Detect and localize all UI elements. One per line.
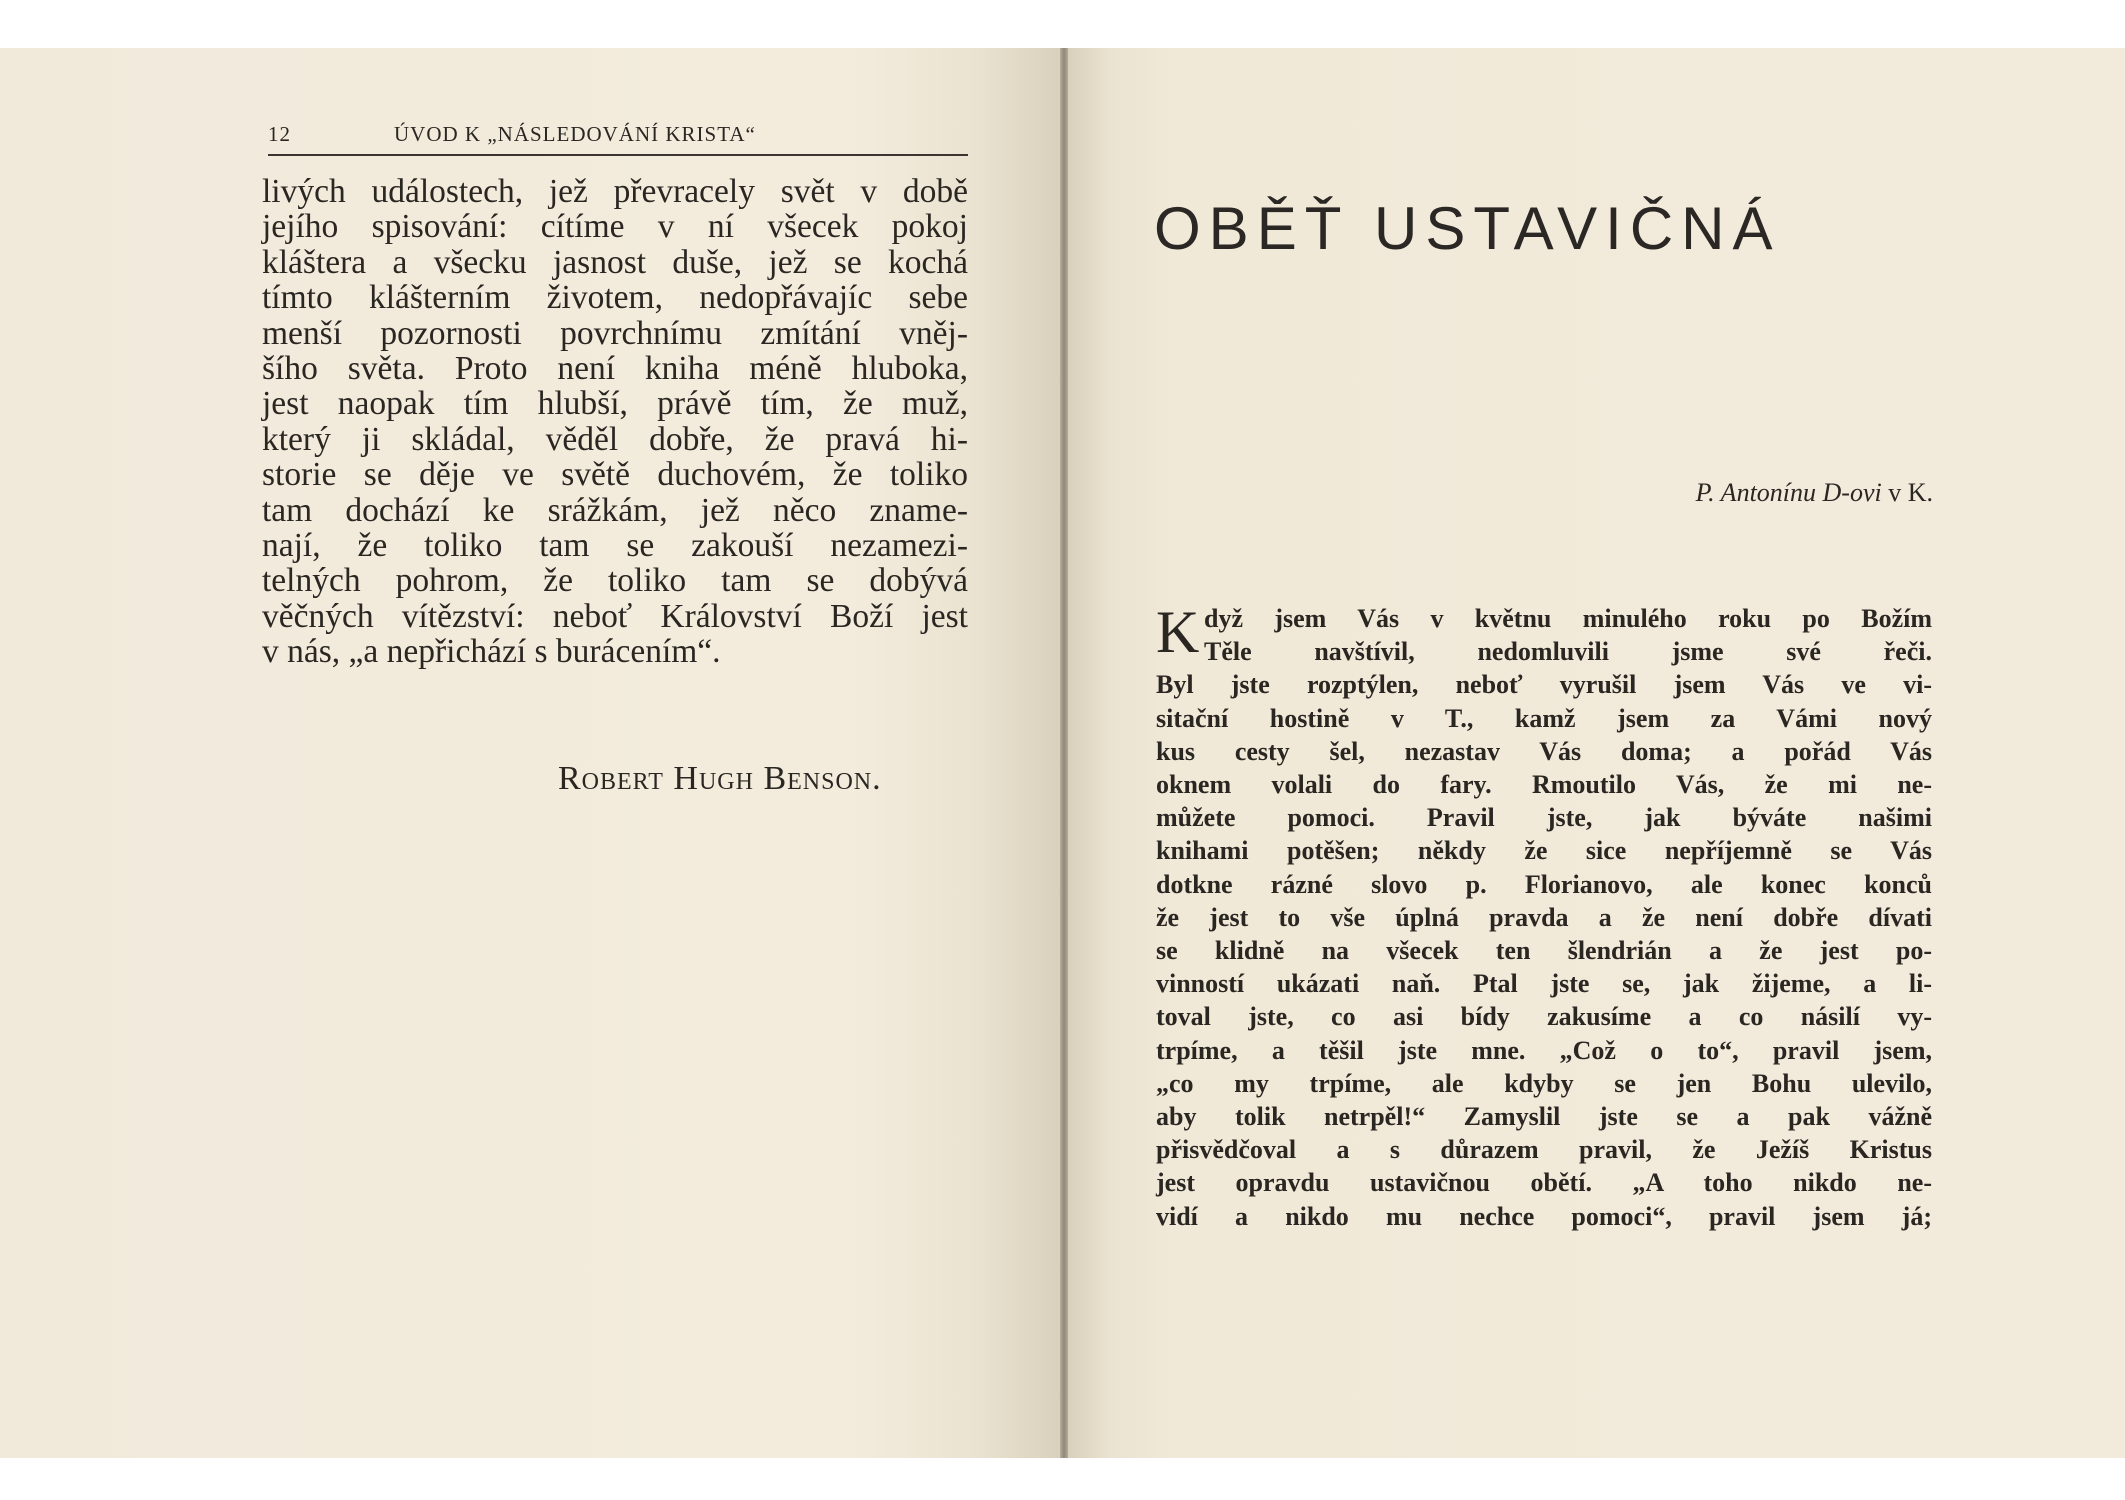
text-line: aby tolik netrpěl!“ Zamyslil jste se a pak vážně xyxy=(1156,1102,1932,1132)
text-line: dotkne rázné slovo p. Florianovo, ale konec konců xyxy=(1156,869,1932,899)
running-head xyxy=(268,118,968,156)
text-line: v nás, „a nepřichází s burácením“. xyxy=(262,633,721,671)
right-page xyxy=(1068,48,2125,1458)
text-line: trpíme, a těšil jste mne. „Což o to“, pravil jsem, xyxy=(1156,1035,1932,1065)
dedication-name: P. Antonínu D‑ovi xyxy=(1695,478,1882,507)
text-line: Těle navštívil, nedomluvili jsme své řeči. xyxy=(1204,637,1932,667)
text-line: který ji skládal, věděl dobře, že pravá hi‑ xyxy=(262,420,968,458)
text-line: kus cesty šel, nezastav Vás doma; a pořád Vás xyxy=(1156,736,1932,766)
dedication xyxy=(1528,478,1933,508)
text-line: sitační hostině v T., kamž jsem za Vámi nový xyxy=(1156,703,1932,733)
text-line: tam dochází ke srážkám, jež něco zname‑ xyxy=(262,491,968,529)
author-signature: Robert Hugh Benson. xyxy=(558,760,882,797)
text-line: knihami potěšen; někdy že sice nepříjemně se Vás xyxy=(1156,836,1932,866)
chapter-title: OBĚŤ USTAVIČNÁ xyxy=(1154,195,1781,262)
text-line: livých událostech, jež převracely svět v době xyxy=(262,173,968,210)
text-line: vidí a nikdo mu nechce pomoci“, pravil jsem já; xyxy=(1156,1201,1932,1231)
text-line: nají, že toliko tam se zakouší nezamezi‑ xyxy=(262,527,968,565)
text-line: tímto klášterním životem, nedopřávajíc sebe xyxy=(262,279,968,317)
drop-cap: K xyxy=(1156,599,1200,665)
text-line: telných pohrom, že toliko tam se dobývá xyxy=(262,562,968,600)
text-line: vinností ukázati naň. Ptal jste se, jak žijeme, a li‑ xyxy=(1156,969,1932,999)
text-line: toval jste, co asi bídy zakusíme a co násilí vy‑ xyxy=(1156,1002,1932,1032)
text-line: jejího spisování: cítíme v ní všecek pokoj xyxy=(262,208,968,246)
book-gutter xyxy=(1060,48,1068,1458)
text-line: menší pozornosti povrchnímu zmítání vněj‑ xyxy=(262,314,968,352)
text-line: se klidně na všecek ten šlendrián a že jest po‑ xyxy=(1156,936,1932,966)
text-line: šího světa. Proto není kniha méně hluboka, xyxy=(262,350,968,388)
page-number: 12 xyxy=(268,122,291,146)
text-line: přisvědčoval a s důrazem pravil, že Ježíš Kristus xyxy=(1156,1135,1932,1165)
running-head-title: ÚVOD K „NÁSLEDOVÁNÍ KRISTA“ xyxy=(394,122,756,146)
text-line: že jest to vše úplná pravda a že není dobře dívati xyxy=(1156,902,1932,932)
text-line: oknem volali do fary. Rmoutilo Vás, že mi ne‑ xyxy=(1156,770,1932,800)
text-line: můžete pomoci. Pravil jste, jak býváte našimi xyxy=(1156,803,1932,833)
text-line: storie se děje ve světě duchovém, že toliko xyxy=(262,456,968,494)
text-line: Byl jste rozptýlen, neboť vyrušil jsem Vás ve vi‑ xyxy=(1156,670,1932,700)
right-body-text xyxy=(1156,599,1932,1233)
text-line: kláštera a všecku jasnost duše, jež se kochá xyxy=(262,243,968,281)
left-page xyxy=(0,48,1060,1458)
text-line: jest opravdu ustavičnou obětí. „A toho nikdo ne‑ xyxy=(1156,1168,1932,1198)
text-line: věčných vítězství: neboť Království Boží jest xyxy=(262,597,968,635)
text-line: jest naopak tím hlubší, právě tím, že muž, xyxy=(262,385,968,423)
text-line: dyž jsem Vás v květnu minulého roku po Božím xyxy=(1204,604,1932,633)
left-body-text xyxy=(262,174,968,670)
dedication-place: v K. xyxy=(1881,478,1933,507)
text-line: „co my trpíme, ale kdyby se jen Bohu ulevilo, xyxy=(1156,1068,1932,1098)
